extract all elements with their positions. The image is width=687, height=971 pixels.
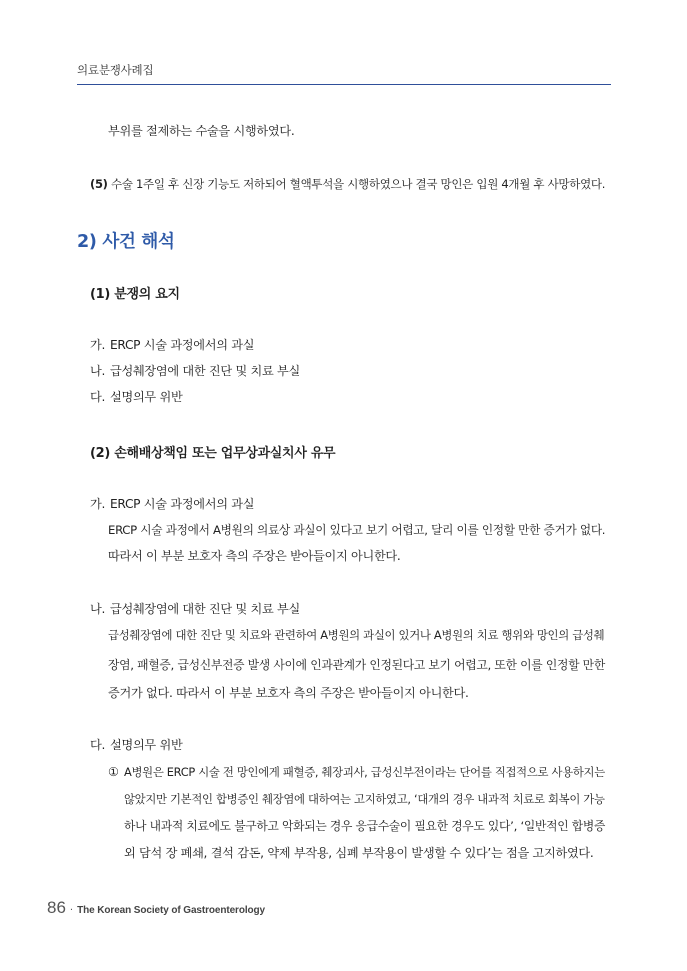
page-footer: [47, 898, 265, 918]
paragraph-line: ERCP 시술 과정에서 A병원의 의료상 과실이 있다고 보기 어렵고, 달리 이를 인정할 만한 증거가 없다.: [108, 523, 606, 537]
list-marker: 다.: [90, 738, 106, 752]
subsection-heading-1: (1) 분쟁의 요지: [90, 287, 180, 302]
list-marker: 가.: [90, 497, 106, 511]
list-marker: 나.: [90, 602, 106, 616]
item-5-text: 수술 1주일 후 신장 기능도 저하되어 혈액투석을 시행하였으나 결국 망인은 입원 4개월 후 사망하였다.: [111, 177, 606, 191]
liability-b-title: [90, 600, 300, 618]
list-text: ERCP 시술 과정에서의 과실: [110, 338, 255, 352]
list-marker: 가.: [90, 338, 106, 352]
list-text: 급성췌장염에 대한 진단 및 치료 부실: [110, 364, 300, 378]
header-divider: [77, 84, 611, 85]
paragraph-line: 하나 내과적 치료에도 불구하고 악화되는 경우 응급수술이 필요한 경우도 있다’, ‘일반적인 합병증: [124, 819, 606, 833]
list-text: 설명의무 위반: [110, 390, 183, 404]
paragraph-line: 않았지만 기본적인 합병증인 췌장염에 대하여는 고지하였고, ‘대개의 경우 내과적 치료로 회복이 가능: [124, 792, 605, 806]
summary-item-c: [90, 388, 182, 406]
page-number: 86: [47, 898, 66, 917]
summary-item-a: [90, 336, 254, 354]
liability-a-title: [90, 495, 254, 513]
footer-separator: ·: [69, 905, 74, 916]
paragraph-line: 증거가 없다. 따라서 이 부분 보호자 측의 주장은 받아들이지 아니한다.: [108, 686, 469, 700]
list-text: 급성췌장염에 대한 진단 및 치료 부실: [110, 602, 300, 616]
continuation-text: 부위를 절제하는 수술을 시행하였다.: [108, 124, 295, 138]
paragraph-line: 따라서 이 부분 보호자 측의 주장은 받아들이지 아니한다.: [108, 549, 401, 563]
circled-number: ①: [108, 765, 119, 779]
summary-item-b: [90, 362, 300, 380]
society-name: The Korean Society of Gastroenterology: [77, 905, 266, 916]
item-5: [90, 175, 605, 193]
paragraph-line: 급성췌장염에 대한 진단 및 치료와 관련하여 A병원의 과실이 있거나 A병원의 치료 행위와 망인의 급성췌: [108, 628, 605, 642]
list-marker: 나.: [90, 364, 106, 378]
running-header: 의료분쟁사례집: [77, 63, 154, 77]
paragraph-line: 장염, 패혈증, 급성신부전증 발생 사이에 인과관계가 인정된다고 보기 어렵고, 또한 이를 인정할 만한: [108, 658, 605, 672]
item-5-number: (5): [90, 177, 108, 191]
section-title: 2) 사건 해석: [77, 232, 175, 252]
list-text: 설명의무 위반: [110, 738, 183, 752]
paragraph-line: 외 담석 장 폐쇄, 결석 감돈, 약제 부작용, 심폐 부작용이 발생할 수 있다’는 점을 고지하였다.: [124, 846, 594, 860]
liability-c-title: [90, 736, 182, 754]
paragraph-line: A병원은 ERCP 시술 전 망인에게 패혈증, 췌장괴사, 급성신부전이라는 단어를 직접적으로 사용하지는: [124, 765, 605, 779]
list-text: ERCP 시술 과정에서의 과실: [110, 497, 255, 511]
subsection-heading-2: (2) 손해배상책임 또는 업무상과실치사 유무: [90, 446, 336, 461]
list-marker: 다.: [90, 390, 106, 404]
